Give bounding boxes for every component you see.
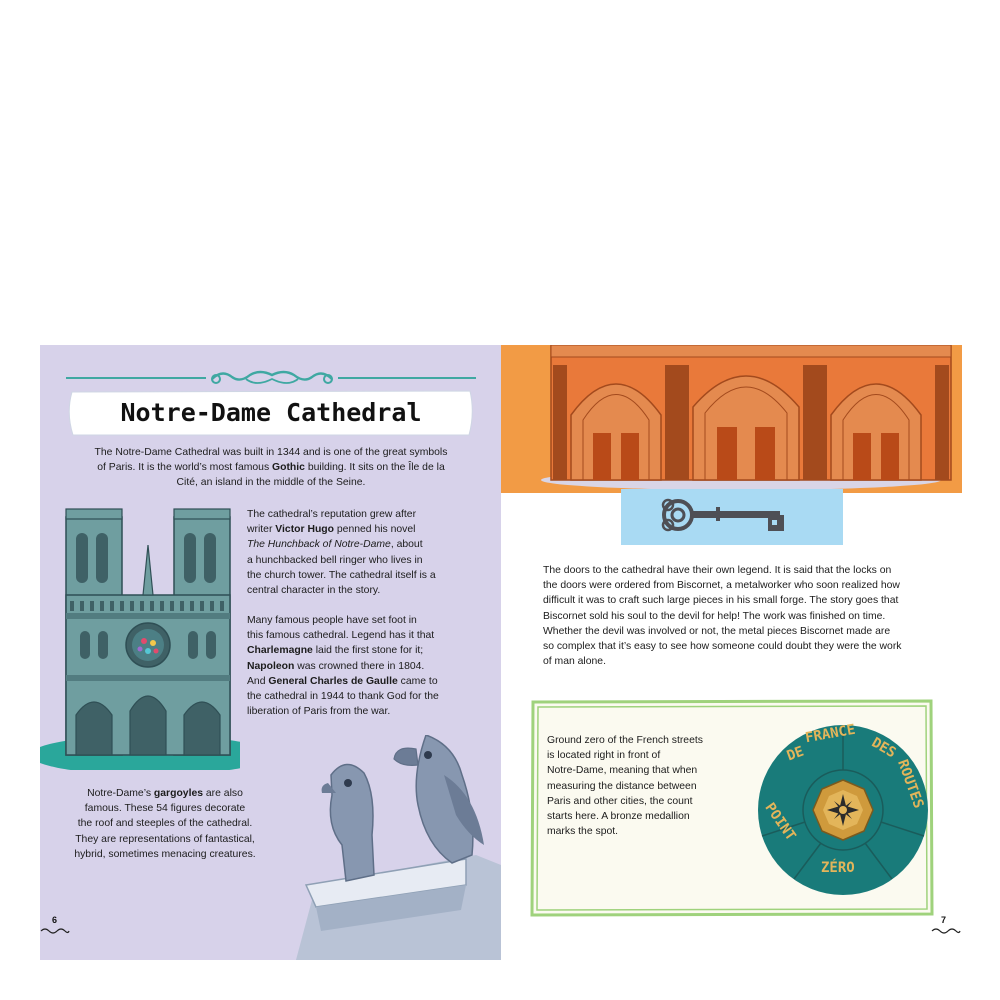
page-number-right: 7 bbox=[941, 915, 947, 925]
text-bold: General Charles de Gaulle bbox=[268, 675, 398, 687]
medallion-word-de: DE bbox=[784, 743, 807, 765]
doors-paragraph bbox=[543, 563, 955, 669]
gargoyles-illustration bbox=[276, 735, 501, 960]
intro-line: of Paris. It is the world’s most famous bbox=[97, 462, 273, 474]
text-line: this famous cathedral. Legend has it that bbox=[247, 630, 435, 642]
text-line: The doors to the cathedral have their own legend. It is said that the locks on bbox=[543, 565, 892, 576]
intro-line: building. It sits on the Île de la bbox=[304, 462, 445, 474]
text-line: of man alone. bbox=[543, 656, 606, 668]
medallion-word-point: POINT bbox=[761, 800, 799, 844]
medallion-word-routes: ROUTES bbox=[894, 757, 927, 811]
left-page bbox=[40, 345, 501, 960]
text-line: Notre-Dame’s bbox=[87, 788, 154, 799]
text-line: famous. These 54 figures decorate bbox=[84, 803, 246, 815]
text-bold: Charlemagne bbox=[247, 645, 313, 657]
intro-line: The Notre-Dame Cathedral was built in 1344 and is one of the great symbols bbox=[94, 447, 448, 458]
cathedral-doors-illustration bbox=[541, 345, 961, 493]
title-rule-left bbox=[66, 377, 206, 379]
text-line: hybrid, sometimes menacing creatures. bbox=[74, 848, 256, 860]
medallion-word-des: DES bbox=[868, 734, 899, 762]
text-line: Notre-Dame, meaning that when bbox=[547, 765, 698, 777]
ground-zero-paragraph bbox=[547, 733, 747, 839]
text-line: the church tower. The cathedral itself is a bbox=[247, 569, 436, 581]
right-page bbox=[501, 345, 962, 960]
text-line: They are representations of fantastical, bbox=[75, 833, 255, 845]
text-line: central character in the story. bbox=[247, 585, 381, 597]
text-line: , about bbox=[390, 539, 423, 551]
swirl-ornament-icon bbox=[206, 365, 338, 389]
book-spread bbox=[40, 345, 962, 960]
text-line: are also bbox=[203, 788, 243, 799]
medallion-word-france: FRANCE bbox=[803, 721, 857, 747]
wave-ornament-icon bbox=[931, 927, 961, 935]
text-line: Paris and other cities, the count bbox=[547, 795, 693, 807]
text-line: was crowned there in 1804. bbox=[294, 660, 425, 672]
hugo-paragraph bbox=[247, 507, 487, 598]
notre-dame-cathedral-illustration bbox=[40, 505, 240, 770]
text-line: is located right in front of bbox=[547, 750, 661, 762]
text-line: the doors were ordered from Biscornet, a metalworker who soon realized how bbox=[543, 580, 900, 592]
text-line: the cathedral in 1944 to thank God for the bbox=[247, 691, 439, 703]
text-line: liberation of Paris from the war. bbox=[247, 706, 391, 718]
text-line: difficult it was to craft such large pieces in his small forge. The story goes that bbox=[543, 595, 899, 607]
page-number-left: 6 bbox=[52, 915, 58, 925]
text-line: marks the spot. bbox=[547, 826, 619, 838]
text-bold: Napoleon bbox=[247, 660, 295, 672]
gargoyles-paragraph bbox=[40, 786, 290, 862]
wave-ornament-icon bbox=[40, 927, 70, 935]
text-italic: The Hunchback of Notre-Dame bbox=[247, 539, 391, 551]
page-title: Notre-Dame Cathedral bbox=[120, 398, 422, 427]
text-line: Many famous people have set foot in bbox=[247, 615, 417, 626]
text-line: starts here. A bronze medallion bbox=[547, 811, 690, 823]
text-bold: gargoyles bbox=[153, 788, 204, 799]
text-line: so complex that it’s easy to see how someone could doubt they were the work bbox=[543, 641, 902, 653]
text-line: Whether the devil was involved or not, the metal pieces Biscornet made are bbox=[543, 625, 891, 637]
text-line: came to bbox=[397, 675, 438, 687]
text-line: writer bbox=[247, 524, 276, 536]
text-line: laid the first stone for it; bbox=[312, 645, 424, 657]
medallion-word-zero: ZÉRO bbox=[821, 860, 855, 876]
intro-paragraph bbox=[70, 445, 472, 491]
intro-bold: Gothic bbox=[272, 462, 305, 474]
text-line: The cathedral’s reputation grew after bbox=[247, 509, 417, 520]
text-bold: Victor Hugo bbox=[275, 524, 334, 536]
medallion-inscription bbox=[743, 710, 943, 910]
text-line: penned his novel bbox=[334, 524, 416, 536]
intro-line: Cité, an island in the middle of the Seine. bbox=[176, 477, 366, 489]
text-line: Biscornet sold his soul to the devil for help! The work was finished on time. bbox=[543, 610, 886, 622]
text-line: the roof and steeples of the cathedral. bbox=[77, 818, 253, 830]
famous-people-paragraph bbox=[247, 613, 492, 719]
text-line: Ground zero of the French streets bbox=[547, 735, 703, 746]
title-rule-right bbox=[338, 377, 476, 379]
text-line: And bbox=[247, 675, 269, 687]
text-line: a hunchbacked bell ringer who lives in bbox=[247, 554, 423, 566]
key-icon bbox=[656, 493, 806, 541]
text-line: measuring the distance between bbox=[547, 780, 697, 792]
